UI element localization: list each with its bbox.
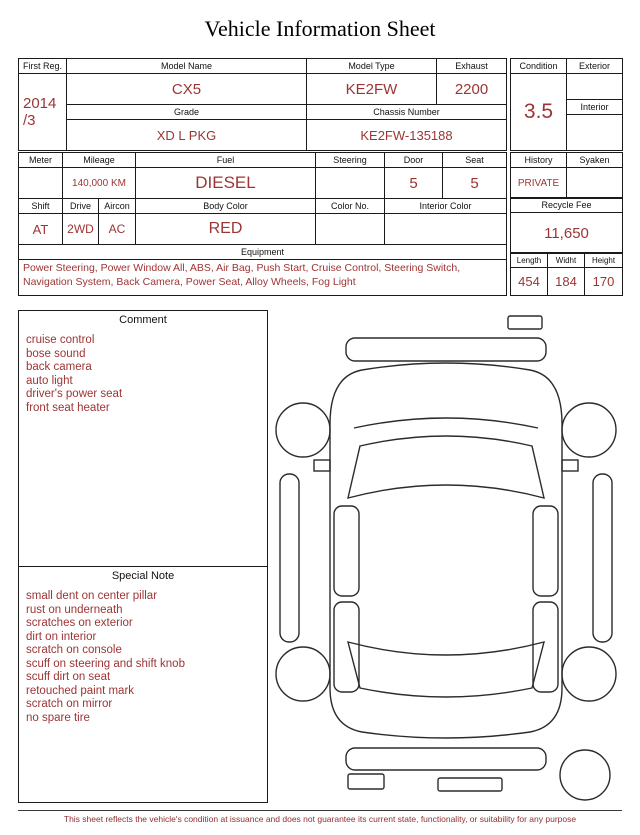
model-name-label: Model Name <box>67 59 307 74</box>
mileage-label: Mileage <box>63 153 136 168</box>
door-front-right <box>533 506 558 596</box>
spare-tire <box>560 750 610 800</box>
car-diagram-svg <box>270 312 622 804</box>
shift-value: AT <box>19 214 63 245</box>
interior-color-label: Interior Color <box>385 199 507 214</box>
interior-value <box>567 115 623 151</box>
comment-header: Comment <box>119 314 167 326</box>
dimensions-table <box>510 252 623 296</box>
body-color-value: RED <box>136 214 316 245</box>
chassis-number-value: KE2FW-135188 <box>307 120 507 151</box>
fuel-label: Fuel <box>136 153 316 168</box>
special-note-line: retouched paint mark <box>26 684 135 697</box>
car-body <box>280 363 612 738</box>
height-label: Height <box>585 253 623 268</box>
condition-value: 3.5 <box>511 74 567 151</box>
wheel-rear-right <box>562 647 616 701</box>
hood-line <box>354 418 538 428</box>
door-value: 5 <box>385 168 443 199</box>
length-label: Length <box>511 253 548 268</box>
special-note-line: dirt on interior <box>26 630 97 643</box>
special-note-line: scuff on steering and shift knob <box>26 657 185 670</box>
first-reg-year: 2014 <box>23 94 57 112</box>
spec-table <box>18 152 507 296</box>
special-note-line: small dent on center pillar <box>26 590 158 602</box>
height-value: 170 <box>585 268 623 296</box>
special-note-line: scratch on console <box>26 644 122 656</box>
drive-value: 2WD <box>63 214 99 245</box>
recycle-fee-label: Recycle Fee <box>511 198 623 213</box>
body-outline <box>330 363 562 738</box>
special-note-line: scuff dirt on seat <box>26 671 111 683</box>
grade-value: XD L PKG <box>67 120 307 151</box>
comment-line: bose sound <box>26 347 86 360</box>
color-no-label: Color No. <box>316 199 385 214</box>
chassis-number-label: Chassis Number <box>307 105 507 120</box>
special-note-panel <box>18 566 268 803</box>
history-label: History <box>511 153 567 168</box>
exterior-label: Exterior <box>567 59 623 74</box>
model-type-label: Model Type <box>307 59 437 74</box>
syaken-label: Syaken <box>567 153 623 168</box>
model-type-value: KE2FW <box>307 74 437 105</box>
interior-label: Interior <box>567 100 623 115</box>
door-front-left <box>334 506 359 596</box>
aircon-value: AC <box>99 214 136 245</box>
exterior-value <box>567 74 623 100</box>
interior-color-value <box>385 214 507 245</box>
recycle-fee-value: 11,650 <box>511 213 623 254</box>
door-rear-right <box>533 602 558 692</box>
comment-line: driver's power seat <box>26 388 123 400</box>
wheel-rear-left <box>276 647 330 701</box>
rocker-panel-left <box>280 474 299 642</box>
shift-label: Shift <box>19 199 63 214</box>
exhaust-value: 2200 <box>437 74 507 105</box>
model-name-value: CX5 <box>67 74 307 105</box>
syaken-value <box>567 168 623 199</box>
width-value: 184 <box>548 268 585 296</box>
drive-label: Drive <box>63 199 99 214</box>
special-note-line: scratches on exterior <box>26 617 133 629</box>
special-note-header: Special Note <box>111 570 175 582</box>
comment-line: back camera <box>26 361 92 373</box>
equipment-value: Power Steering, Power Window All, ABS, Air Bag, Push Start, Cruise Control, Steering Switch, Navigation System, Back Camera, Power Seat, Alloy Wheels, Fog Light <box>19 260 507 296</box>
rocker-panel-right <box>593 474 612 642</box>
first-reg-label: First Reg. <box>19 59 67 74</box>
exhaust-label: Exhaust <box>437 59 507 74</box>
special-note-line: no spare tire <box>26 711 90 724</box>
wheels <box>276 403 616 701</box>
meter-value <box>19 168 63 199</box>
rear-window <box>348 642 544 697</box>
comment-line: front seat heater <box>26 401 110 414</box>
grade-label: Grade <box>67 105 307 120</box>
rear-plate-center <box>438 778 502 791</box>
equipment-label: Equipment <box>19 245 507 260</box>
seat-label: Seat <box>443 153 507 168</box>
comment-lines <box>19 326 267 415</box>
rear-bumper <box>346 748 546 770</box>
page-title: Vehicle Information Sheet <box>204 16 436 41</box>
recycle-fee-table <box>510 197 623 254</box>
steering-label: Steering <box>316 153 385 168</box>
steering-value <box>316 168 385 199</box>
footer-disclaimer: This sheet reflects the vehicle's condition at issuance and does not guarantee its current state, functionality, or suitability for any purpose <box>18 810 622 824</box>
wheel-front-right <box>562 403 616 457</box>
comment-line: auto light <box>26 374 73 387</box>
windshield <box>348 436 544 498</box>
special-note-line: scratch on mirror <box>26 698 113 710</box>
rear-plate-left <box>348 774 384 789</box>
color-no-value <box>316 214 385 245</box>
comment-line: cruise control <box>26 334 95 346</box>
fuel-value: DIESEL <box>136 168 316 199</box>
condition-label: Condition <box>511 59 567 74</box>
special-note-lines <box>19 582 267 725</box>
vehicle-info-table <box>18 58 507 151</box>
mileage-value: 140,000 KM <box>63 168 136 199</box>
first-reg-value <box>19 74 67 151</box>
width-label: Widht <box>548 253 585 268</box>
mirror-right <box>562 460 578 471</box>
body-color-label: Body Color <box>136 199 316 214</box>
condition-table <box>510 58 623 151</box>
seat-value: 5 <box>443 168 507 199</box>
car-front <box>346 316 546 361</box>
history-value: PRIVATE <box>511 168 567 199</box>
length-value: 454 <box>511 268 548 296</box>
car-top-view-diagram <box>270 312 622 804</box>
door-rear-left <box>334 602 359 692</box>
front-plate <box>508 316 542 329</box>
comment-panel <box>18 310 268 567</box>
special-note-line: rust on underneath <box>26 603 123 616</box>
door-label: Door <box>385 153 443 168</box>
mirror-left <box>314 460 330 471</box>
car-rear <box>346 748 610 800</box>
front-bumper <box>346 338 546 361</box>
first-reg-month: /3 <box>23 112 36 129</box>
meter-label: Meter <box>19 153 63 168</box>
wheel-front-left <box>276 403 330 457</box>
aircon-label: Aircon <box>99 199 136 214</box>
history-table <box>510 152 623 199</box>
